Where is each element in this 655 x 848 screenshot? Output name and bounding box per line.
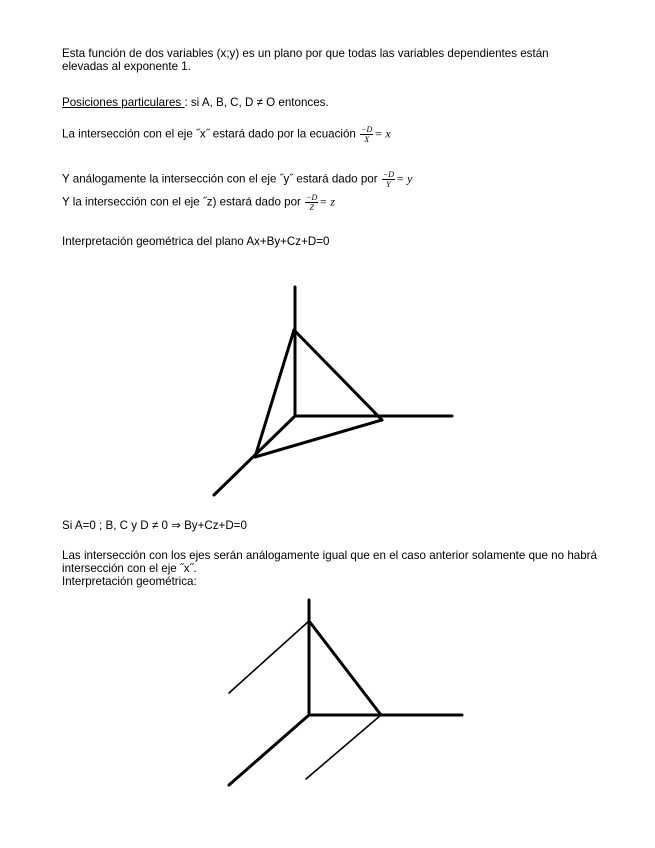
x-axis-line [229, 715, 309, 785]
figure-plane-parallel-x [229, 600, 462, 785]
fraction-numerator: −D [361, 125, 373, 134]
fraction-denominator: Y [386, 180, 391, 189]
geometric-interpretation-label: Interpretación geométrica: [62, 575, 197, 588]
case-a-zero-line: Si A=0 ; B, C y D ≠ 0 ⇒ By+Cz+D=0 [62, 519, 247, 532]
z-intersection-text: Y la intersección con el eje ˝z) estará dado por [62, 195, 305, 209]
parallel-edge-lower [306, 715, 381, 779]
special-positions-condition: : si A, B, C, D ≠ O entonces. [184, 96, 329, 109]
plane-interpretation-title: Interpretación geométrica del plano Ax+By+Cz+D=0 [62, 235, 330, 248]
special-positions-heading: Posiciones particulares [62, 96, 185, 109]
y-intersection-text: Y análogamente la intersección con el eje ˝y˝ estará dado por [62, 172, 381, 186]
fraction-numerator: −D [382, 170, 394, 179]
x-intersection-rhs: = x [374, 126, 391, 141]
trace-zy-line [309, 621, 381, 715]
intro-paragraph: Esta función de dos variables (x;y) es un plano por que todas las variables dependientes están elevadas al exponente 1. [62, 47, 549, 73]
x-intersection-text: La intersección con el eje ˝x˝ estará dado por la ecuación [62, 127, 360, 141]
fraction-denominator: X [364, 135, 370, 144]
parallel-edge-upper [229, 621, 309, 693]
fraction-denominator: Z [309, 203, 314, 212]
z-intersection-rhs: = z [319, 194, 336, 209]
y-intersection-rhs: = y [396, 171, 413, 186]
fraction-numerator: −D [306, 193, 318, 202]
case-a-zero-paragraph: Las intersección con los ejes serán análogamente igual que en el caso anterior solamente que no habrá intersección con el eje ˝x˝. [62, 549, 597, 575]
